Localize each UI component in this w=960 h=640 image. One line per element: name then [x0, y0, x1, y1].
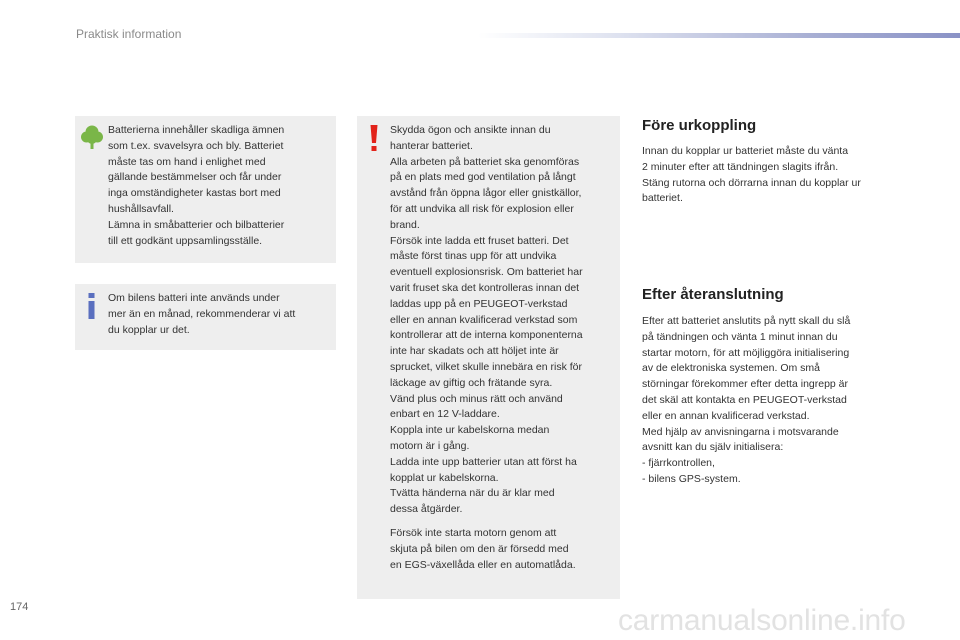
info-note [75, 284, 336, 350]
environment-note-text: Batterierna innehåller skadliga ämnen som t.ex. svavelsyra och bly. Batteriet måste tas om hand i enlighet med gällande bestämmelser och får under inga omständigheter kastas bort med hushållsavfall. Lämna in småbatterier och bilbatterier till ett godkänt uppsamlingsställe. [108, 124, 285, 247]
warning-note-text: Skydda ögon och ansikte innan du hanterar batteriet. Alla arbeten på batteriet ska genomföras på en plats med god ventilation på långt avstånd från öppna lågor eller gnistkällor, för att undvika all risk för explosion eller brand. Försök inte ladda ett fruset batteri. Det måste först tinas upp för att undvika eventuell explosionsrisk. Om batteriet har varit fruset ska det kontrolleras innan det laddas upp på en PEUGEOT-verkstad eller en annan kvalificerad verkstad som kontrollerar att de interna komponenterna inte har skadats och att höljet inte är sprucket, vilket skulle innebära en risk för läckage av giftig och frätande syra. Vänd plus och minus rätt och använd enbart en 12 V-laddare. Koppla inte ur kabelskorna medan motorn är i gång. Ladda inte upp batterier utan att först ha kopplat ur kabelskorna. Tvätta händerna när du är klar med dessa åtgärder. Försök inte starta motorn genom att skjuta på bilen om den är försedd med en EGS-växellåda eller en automatlåda. [390, 124, 583, 571]
info-icon [86, 293, 98, 319]
after-reconnect-section [642, 286, 910, 488]
tree-icon [81, 124, 103, 150]
header-decoration-bar [478, 33, 960, 38]
warning-note [357, 116, 620, 599]
before-disconnect-section [642, 117, 910, 207]
exclamation-icon [369, 125, 379, 151]
environment-note [75, 116, 336, 263]
page-number: 174 [10, 601, 29, 613]
section-title: Praktisk information [76, 27, 182, 41]
watermark: carmanualsonline.info [618, 604, 906, 637]
info-note-text: Om bilens batteri inte används under mer än en månad, rekommenderar vi att du kopplar ur det. [108, 292, 296, 336]
after-reconnect-heading: Efter återanslutning [642, 286, 784, 303]
before-disconnect-heading: Före urkoppling [642, 117, 757, 134]
after-reconnect-text: Efter att batteriet anslutits på nytt skall du slå på tändningen och vänta 1 minut innan du startar motorn, för att möjliggöra initialisering av de elektroniska systemen. Om små störningar förekommer efter detta ingrepp är det skäl att kontakta en PEUGEOT-verkstad eller en annan kvalificerad verkstad. Med hjälp av anvisningarna i motsvarande avsnitt kan du själv initialisera: - fjärrkontrollen, - bilens GPS-system. [642, 315, 851, 485]
before-disconnect-text: Innan du kopplar ur batteriet måste du vänta 2 minuter efter att tändningen slagits ifrån. Stäng rutorna och dörrarna innan du kopplar ur batteriet. [642, 145, 861, 205]
